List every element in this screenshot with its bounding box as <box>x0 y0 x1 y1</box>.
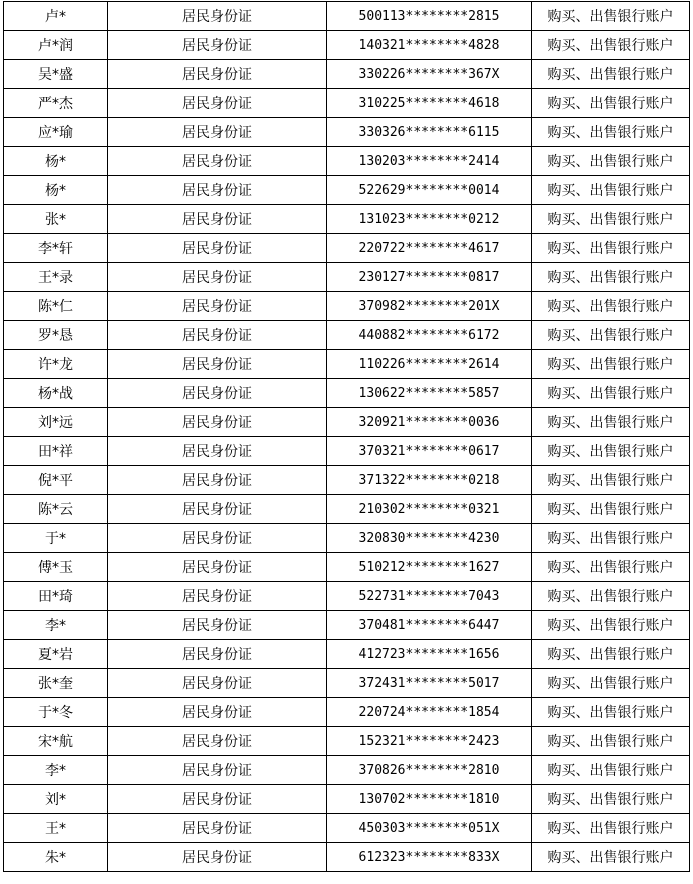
id-number-cell: 370826********2810 <box>327 756 532 785</box>
reason-cell: 购买、出售银行账户 <box>532 466 690 495</box>
table-row <box>4 205 690 234</box>
table-row <box>4 147 690 176</box>
name-cell: 夏*岩 <box>4 640 108 669</box>
name-cell: 许*龙 <box>4 350 108 379</box>
table-row <box>4 60 690 89</box>
reason-cell: 购买、出售银行账户 <box>532 437 690 466</box>
id-type-cell: 居民身份证 <box>108 2 327 31</box>
id-number-cell: 220724********1854 <box>327 698 532 727</box>
id-type-cell: 居民身份证 <box>108 89 327 118</box>
reason-cell: 购买、出售银行账户 <box>532 843 690 872</box>
name-cell: 杨*战 <box>4 379 108 408</box>
name-cell: 于*冬 <box>4 698 108 727</box>
id-number-cell: 522731********7043 <box>327 582 532 611</box>
table-row <box>4 379 690 408</box>
reason-cell: 购买、出售银行账户 <box>532 756 690 785</box>
table-row <box>4 408 690 437</box>
reason-cell: 购买、出售银行账户 <box>532 205 690 234</box>
id-type-cell: 居民身份证 <box>108 205 327 234</box>
id-number-cell: 310225********4618 <box>327 89 532 118</box>
id-number-cell: 522629********0014 <box>327 176 532 205</box>
table-row <box>4 466 690 495</box>
id-type-cell: 居民身份证 <box>108 118 327 147</box>
id-type-cell: 居民身份证 <box>108 263 327 292</box>
table-row <box>4 640 690 669</box>
table-row <box>4 292 690 321</box>
name-cell: 朱* <box>4 843 108 872</box>
reason-cell: 购买、出售银行账户 <box>532 698 690 727</box>
table-row <box>4 582 690 611</box>
reason-cell: 购买、出售银行账户 <box>532 611 690 640</box>
reason-cell: 购买、出售银行账户 <box>532 176 690 205</box>
record-table-body <box>4 2 690 872</box>
table-row <box>4 727 690 756</box>
id-number-cell: 130622********5857 <box>327 379 532 408</box>
name-cell: 于* <box>4 524 108 553</box>
id-type-cell: 居民身份证 <box>108 669 327 698</box>
id-type-cell: 居民身份证 <box>108 292 327 321</box>
reason-cell: 购买、出售银行账户 <box>532 495 690 524</box>
table-row <box>4 553 690 582</box>
name-cell: 张*奎 <box>4 669 108 698</box>
name-cell: 田*琦 <box>4 582 108 611</box>
reason-cell: 购买、出售银行账户 <box>532 669 690 698</box>
id-number-cell: 440882********6172 <box>327 321 532 350</box>
name-cell: 王* <box>4 814 108 843</box>
reason-cell: 购买、出售银行账户 <box>532 31 690 60</box>
name-cell: 吴*盛 <box>4 60 108 89</box>
id-number-cell: 210302********0321 <box>327 495 532 524</box>
table-row <box>4 756 690 785</box>
reason-cell: 购买、出售银行账户 <box>532 727 690 756</box>
name-cell: 田*祥 <box>4 437 108 466</box>
id-number-cell: 372431********5017 <box>327 669 532 698</box>
id-type-cell: 居民身份证 <box>108 756 327 785</box>
id-type-cell: 居民身份证 <box>108 176 327 205</box>
name-cell: 杨* <box>4 176 108 205</box>
id-type-cell: 居民身份证 <box>108 60 327 89</box>
table-row <box>4 611 690 640</box>
name-cell: 罗*恳 <box>4 321 108 350</box>
id-number-cell: 371322********0218 <box>327 466 532 495</box>
id-number-cell: 140321********4828 <box>327 31 532 60</box>
table-row <box>4 669 690 698</box>
id-type-cell: 居民身份证 <box>108 553 327 582</box>
reason-cell: 购买、出售银行账户 <box>532 408 690 437</box>
name-cell: 应*瑜 <box>4 118 108 147</box>
id-number-cell: 320830********4230 <box>327 524 532 553</box>
table-row <box>4 89 690 118</box>
name-cell: 刘*远 <box>4 408 108 437</box>
id-number-cell: 220722********4617 <box>327 234 532 263</box>
id-type-cell: 居民身份证 <box>108 524 327 553</box>
id-type-cell: 居民身份证 <box>108 234 327 263</box>
id-type-cell: 居民身份证 <box>108 379 327 408</box>
id-type-cell: 居民身份证 <box>108 611 327 640</box>
reason-cell: 购买、出售银行账户 <box>532 582 690 611</box>
id-number-cell: 110226********2614 <box>327 350 532 379</box>
id-number-cell: 131023********0212 <box>327 205 532 234</box>
name-cell: 卢*润 <box>4 31 108 60</box>
id-number-cell: 330326********6115 <box>327 118 532 147</box>
reason-cell: 购买、出售银行账户 <box>532 553 690 582</box>
id-number-cell: 370481********6447 <box>327 611 532 640</box>
table-row <box>4 524 690 553</box>
reason-cell: 购买、出售银行账户 <box>532 234 690 263</box>
reason-cell: 购买、出售银行账户 <box>532 60 690 89</box>
table-row <box>4 118 690 147</box>
table-row <box>4 2 690 31</box>
reason-cell: 购买、出售银行账户 <box>532 263 690 292</box>
reason-cell: 购买、出售银行账户 <box>532 118 690 147</box>
reason-cell: 购买、出售银行账户 <box>532 292 690 321</box>
table-row <box>4 321 690 350</box>
reason-cell: 购买、出售银行账户 <box>532 785 690 814</box>
id-type-cell: 居民身份证 <box>108 466 327 495</box>
name-cell: 陈*云 <box>4 495 108 524</box>
name-cell: 严*杰 <box>4 89 108 118</box>
table-row <box>4 698 690 727</box>
id-type-cell: 居民身份证 <box>108 698 327 727</box>
id-type-cell: 居民身份证 <box>108 843 327 872</box>
id-number-cell: 230127********0817 <box>327 263 532 292</box>
id-number-cell: 370321********0617 <box>327 437 532 466</box>
reason-cell: 购买、出售银行账户 <box>532 350 690 379</box>
id-number-cell: 152321********2423 <box>327 727 532 756</box>
table-row <box>4 31 690 60</box>
reason-cell: 购买、出售银行账户 <box>532 524 690 553</box>
id-type-cell: 居民身份证 <box>108 582 327 611</box>
name-cell: 李*轩 <box>4 234 108 263</box>
reason-cell: 购买、出售银行账户 <box>532 321 690 350</box>
id-type-cell: 居民身份证 <box>108 350 327 379</box>
table-row <box>4 843 690 872</box>
id-type-cell: 居民身份证 <box>108 147 327 176</box>
name-cell: 王*录 <box>4 263 108 292</box>
id-number-cell: 450303********051X <box>327 814 532 843</box>
name-cell: 傅*玉 <box>4 553 108 582</box>
table-row <box>4 437 690 466</box>
id-number-cell: 330226********367X <box>327 60 532 89</box>
record-table <box>3 1 690 872</box>
id-number-cell: 500113********2815 <box>327 2 532 31</box>
id-number-cell: 130203********2414 <box>327 147 532 176</box>
reason-cell: 购买、出售银行账户 <box>532 147 690 176</box>
id-type-cell: 居民身份证 <box>108 321 327 350</box>
id-number-cell: 612323********833X <box>327 843 532 872</box>
id-number-cell: 510212********1627 <box>327 553 532 582</box>
id-number-cell: 370982********201X <box>327 292 532 321</box>
table-row <box>4 785 690 814</box>
id-number-cell: 412723********1656 <box>327 640 532 669</box>
name-cell: 杨* <box>4 147 108 176</box>
table-row <box>4 263 690 292</box>
reason-cell: 购买、出售银行账户 <box>532 2 690 31</box>
id-number-cell: 320921********0036 <box>327 408 532 437</box>
name-cell: 陈*仁 <box>4 292 108 321</box>
id-type-cell: 居民身份证 <box>108 31 327 60</box>
id-type-cell: 居民身份证 <box>108 437 327 466</box>
table-row <box>4 176 690 205</box>
table-row <box>4 234 690 263</box>
reason-cell: 购买、出售银行账户 <box>532 89 690 118</box>
name-cell: 张* <box>4 205 108 234</box>
id-type-cell: 居民身份证 <box>108 785 327 814</box>
table-row <box>4 495 690 524</box>
name-cell: 倪*平 <box>4 466 108 495</box>
id-type-cell: 居民身份证 <box>108 814 327 843</box>
table-row <box>4 814 690 843</box>
table-row <box>4 350 690 379</box>
id-type-cell: 居民身份证 <box>108 408 327 437</box>
id-type-cell: 居民身份证 <box>108 640 327 669</box>
reason-cell: 购买、出售银行账户 <box>532 814 690 843</box>
id-type-cell: 居民身份证 <box>108 495 327 524</box>
reason-cell: 购买、出售银行账户 <box>532 640 690 669</box>
id-type-cell: 居民身份证 <box>108 727 327 756</box>
name-cell: 宋*航 <box>4 727 108 756</box>
name-cell: 刘* <box>4 785 108 814</box>
name-cell: 李* <box>4 611 108 640</box>
name-cell: 李* <box>4 756 108 785</box>
id-number-cell: 130702********1810 <box>327 785 532 814</box>
name-cell: 卢* <box>4 2 108 31</box>
reason-cell: 购买、出售银行账户 <box>532 379 690 408</box>
